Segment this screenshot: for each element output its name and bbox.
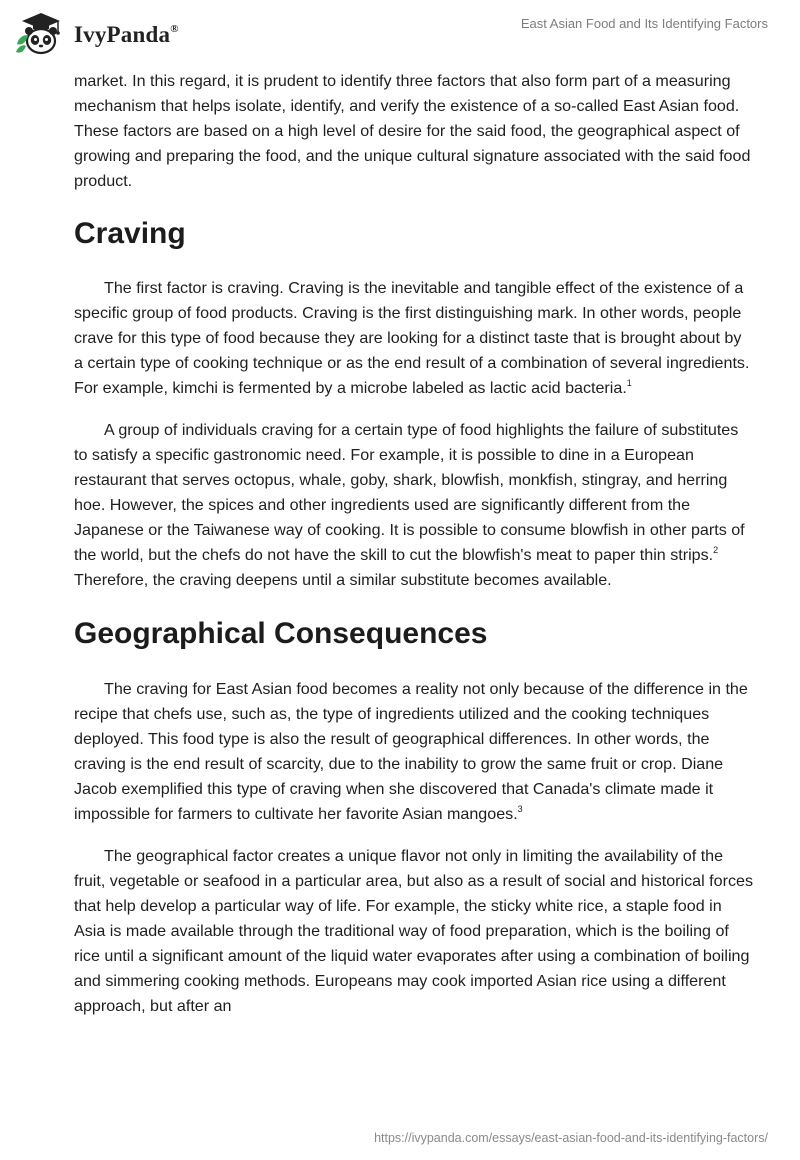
logo-text: IvyPanda® xyxy=(74,22,179,47)
footnote-ref[interactable]: 3 xyxy=(517,804,523,814)
document-title: East Asian Food and Its Identifying Factors xyxy=(520,16,768,31)
logo[interactable] xyxy=(14,10,179,56)
footnote-ref[interactable]: 1 xyxy=(626,378,632,388)
panda-logo-icon xyxy=(14,10,68,56)
craving-paragraph-2: A group of individuals craving for a certain type of food highlights the failure of substitutes to satisfy a specific gastronomic need. For example, it is possible to dine in a European restaurant that serves octopus, whale, goby, shark, blowfish, monkfish, stingray, and herring hoe. However, the spices and other ingredients used are significantly different from the Japanese or the Taiwanese way of cooking. It is possible to consume blowfish in other parts of the world, but the chefs do not have the skill to cut the blowfish's meat to paper thin strips.$^2$ Therefore, the craving deepens until a similar substitute becomes available. xyxy=(74,421,745,589)
geo-paragraph-1: The craving for East Asian food becomes a reality not only because of the difference in the recipe that chefs use, such as, the type of ingredients utilized and the cooking techniques deployed. This food type is also the result of geographical differences. In other words, the craving is the end result of scarcity, due to the inability to grow the same fruit or crop. Diane Jacob exemplified this type of craving when she discovered that Canada's climate made it impossible for farmers to cultivate her favorite Asian mangoes.$^3$ xyxy=(74,680,748,823)
essay-content xyxy=(74,69,754,1019)
geo-paragraph-2: The geographical factor creates a unique flavor not only in limiting the availability of the fruit, vegetable or seafood in a particular area, but also as a result of social and historical forces that help develop a particular way of life. For example, the sticky white rice, a staple food in Asia is made available through the traditional way of food preparation, which is the boiling of rice until a significant amount of the liquid water evaporates after using a combination of boiling and simmering cooking methods. Europeans may cook imported Asian rice using a different approach, but after an xyxy=(74,847,753,1015)
page-header xyxy=(0,0,800,68)
intro-paragraph: market. In this regard, it is prudent to identify three factors that also form part of a measuring mechanism that helps isolate, identify, and verify the existence of a so-called East Asian food. These factors are based on a high level of desire for the said food, the geographical aspect of growing and preparing the food, and the unique cultural signature associated with the said food product. xyxy=(74,72,751,190)
source-url-link[interactable]: https://ivypanda.com/essays/east-asian-food-and-its-identifying-factors/ xyxy=(374,1131,768,1145)
craving-paragraph-1: The first factor is craving. Craving is the inevitable and tangible effect of the existence of a specific group of food products. Craving is the first distinguishing mark. In other words, people crave for this type of food because they are looking for a distinct taste that is brought about by a certain type of cooking technique or as the end result of a combination of several ingredients. For example, kimchi is fermented by a microbe labeled as lactic acid bacteria.$^1$ xyxy=(74,279,750,397)
section-heading-craving: Craving xyxy=(74,217,186,250)
footnote-ref[interactable]: 2 xyxy=(713,545,719,555)
section-heading-geographical: Geographical Consequences xyxy=(74,617,488,650)
